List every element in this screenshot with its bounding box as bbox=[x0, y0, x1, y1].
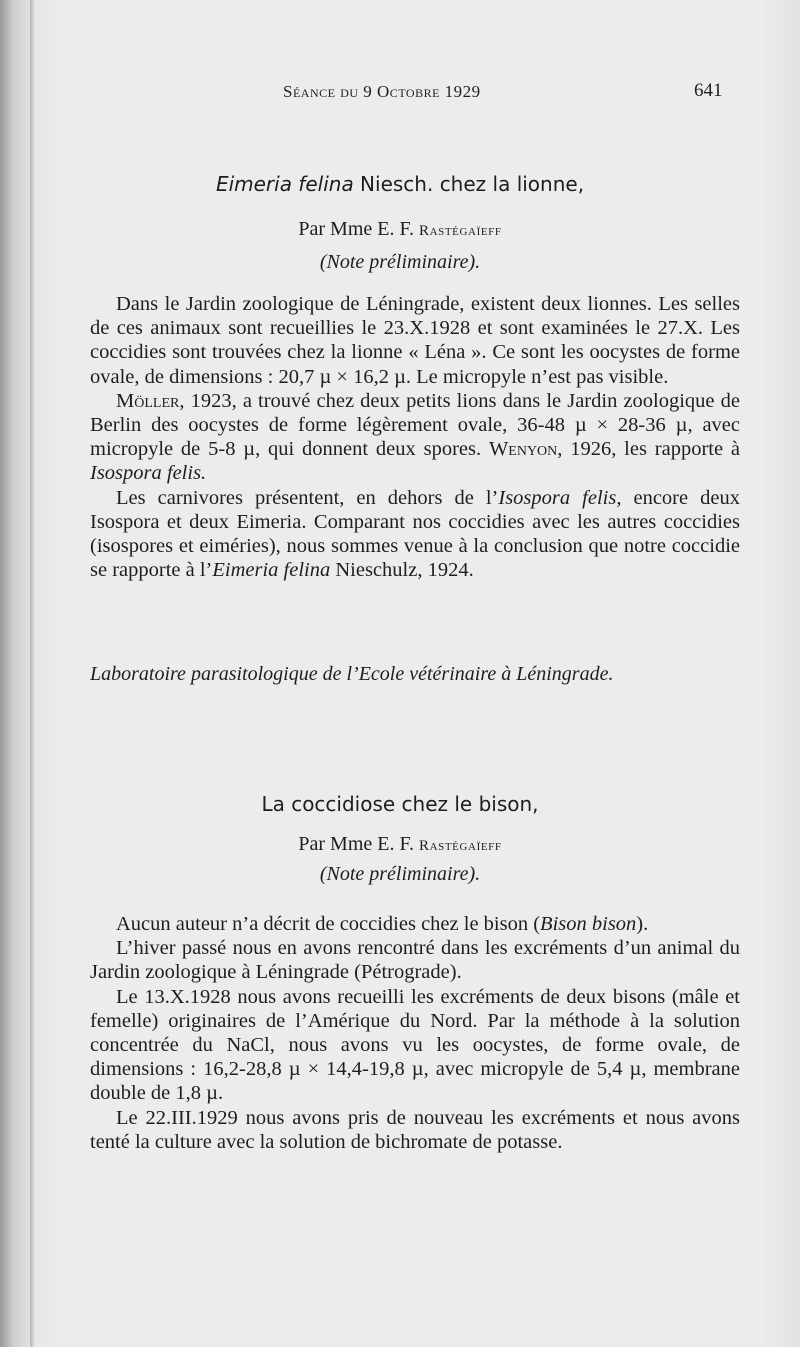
article-2-author bbox=[0, 833, 800, 856]
article-1-species-isospora: Isospora felis. bbox=[90, 462, 207, 485]
article-1-cited-author-wenyon: Wenyon bbox=[488, 438, 558, 461]
article-1-affiliation: Laboratoire parasitologique de l’Ecole vétérinaire à Léningrade. bbox=[90, 663, 614, 685]
article-2-paragraph-1 bbox=[90, 912, 740, 936]
article-1-body bbox=[90, 292, 740, 582]
article-1-paragraph-2 bbox=[90, 389, 740, 486]
article-2-author-surname: Rastégaïeff bbox=[419, 838, 502, 854]
article-1-paragraph-3-text-a: Les carnivores présentent, en dehors de l’ bbox=[116, 486, 499, 509]
article-2-body bbox=[90, 912, 740, 1154]
article-1-title-rest: Niesch. chez la lionne, bbox=[353, 172, 585, 196]
running-head: Séance du 9 Octobre 1929 bbox=[283, 82, 481, 101]
article-2-paragraph-3: Le 13.X.1928 nous avons recueilli les excréments de deux bisons (mâle et femelle) originaires de l’Amérique du Nord. Par la méthode à la solution concentrée du NaCl, nous avons vu les oocystes, de forme ovale, de dimensions : 16,2-28,8 µ × 14,4-19,8 µ, avec micropyle de 5,4 µ, membrane double de 1,8 µ. bbox=[90, 985, 740, 1105]
article-2-note: (Note préliminaire). bbox=[319, 863, 481, 885]
article-2-title: La coccidiose chez le bison, bbox=[261, 792, 539, 816]
article-1-title bbox=[0, 172, 800, 196]
article-1-title-species: Eimeria felina bbox=[215, 172, 354, 196]
article-2-paragraph-4: Le 22.III.1929 nous avons pris de nouveau les excréments et nous avons tenté la culture avec la solution de bichromate de potasse. bbox=[90, 1106, 740, 1153]
article-1-author-prefix: Par Mme E. F. bbox=[298, 218, 419, 240]
article-2-paragraph-1-text-b: ). bbox=[636, 913, 649, 935]
article-1-cited-author-moller: Möller bbox=[116, 389, 180, 412]
article-1-paragraph-3-text-c: Nieschulz, 1924. bbox=[330, 559, 474, 582]
article-1-paragraph-1: Dans le Jardin zoologique de Léningrade, existent deux lionnes. Les selles de ces animaux sont recueillies le 23.X.1928 et sont examinées le 27.X. Les coccidies sont trouvées chez la lionne « Léna ». Ce sont les oocystes de forme ovale, de dimensions : 20,7 µ × 16,2 µ. Le micropyle n’est pas visible. bbox=[90, 293, 740, 388]
article-2-paragraph-1-text-a: Aucun auteur n’a décrit de coccidies chez le bison ( bbox=[116, 913, 541, 935]
article-1-author bbox=[0, 218, 800, 241]
article-1-author-surname: Rastégaïeff bbox=[419, 223, 502, 239]
article-2-author-prefix: Par Mme E. F. bbox=[298, 833, 419, 855]
article-1-paragraph-2-text-a: , 1923, a trouvé chez deux petits lions dans le Jardin zoologique de Berlin des oocystes de forme légèrement ovale, 36-48 µ × 28-36 µ, avec micropyle de 5-8 µ, qui donnent deux spores. bbox=[90, 389, 740, 461]
article-2-species-bison: Bison bison bbox=[540, 913, 637, 935]
article-1-paragraph-3-text-b: , encore deux Isospora et deux Eimeria. Comparant nos coccidies avec les autres coccidies (isospores et eiméries), nous sommes venue à la conclusion que notre coccidie se rapporte à l’ bbox=[90, 486, 740, 582]
article-1-paragraph-3 bbox=[90, 486, 740, 583]
article-1-species-eimeria-felina: Eimeria felina bbox=[212, 559, 331, 582]
book-spine-shadow bbox=[30, 0, 34, 1347]
article-2-paragraph-2: L’hiver passé nous en avons rencontré dans les excréments d’un animal du Jardin zoologique à Léningrade (Pétrograde). bbox=[90, 937, 740, 984]
page-number: 641 bbox=[694, 80, 723, 101]
article-1-paragraph-2-text-b: , 1926, les rapporte à bbox=[557, 438, 741, 461]
article-1-species-isospora-felis: Isospora felis bbox=[498, 486, 617, 509]
article-1-note: (Note préliminaire). bbox=[319, 251, 481, 273]
